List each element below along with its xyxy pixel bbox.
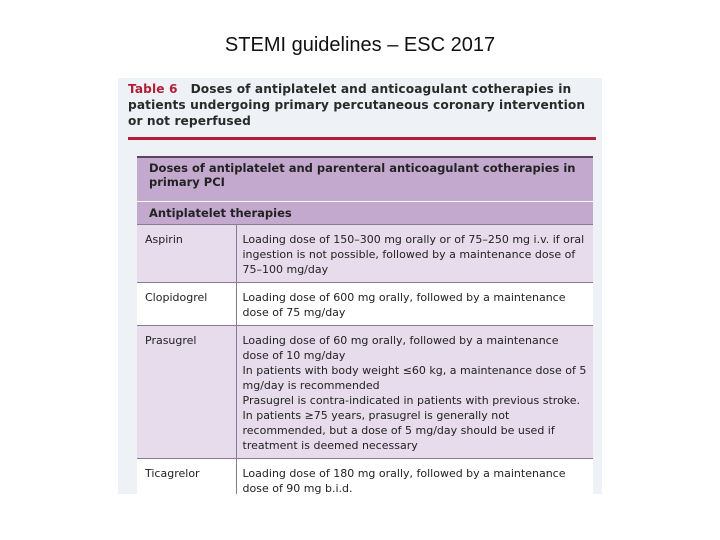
dose-line: Prasugrel is contra-indicated in patients with previous stroke. In patients ≥75 years, prasugrel is generally not recommended, but a dose of 5 mg/day should be used if treatment is deemed necessary bbox=[242, 394, 581, 452]
dosing-table bbox=[137, 156, 593, 494]
drug-name: Aspirin bbox=[137, 225, 236, 283]
dose-text bbox=[236, 225, 593, 283]
dose-text bbox=[236, 283, 593, 326]
caption-divider bbox=[128, 137, 596, 140]
table-caption-text: Doses of antiplatelet and anticoagulant cotherapies in patients undergoing primary percutaneous coronary intervention or not reperfused bbox=[128, 82, 586, 128]
table-subheader-row bbox=[137, 202, 593, 225]
dose-line: Loading dose of 150–300 mg orally or of 75–250 mg i.v. if oral ingestion is not possible, followed by a maintenance dose of 75–100 mg/day bbox=[242, 233, 585, 276]
dose-line: Loading dose of 60 mg orally, followed by a maintenance dose of 10 mg/day bbox=[242, 334, 559, 362]
drug-name: Ticagrelor bbox=[137, 459, 236, 495]
table-header-row bbox=[137, 157, 593, 202]
dose-line: In patients with body weight ≤60 kg, a maintenance dose of 5 mg/day is recommended bbox=[242, 364, 587, 392]
dose-line: Loading dose of 600 mg orally, followed by a maintenance dose of 75 mg/day bbox=[242, 291, 566, 319]
table-row bbox=[137, 326, 593, 459]
slide-title: STEMI guidelines – ESC 2017 bbox=[224, 34, 496, 56]
table-caption-label: Table 6 bbox=[128, 82, 178, 96]
table-header: Doses of antiplatelet and parenteral anticoagulant cotherapies in primary PCI bbox=[137, 157, 593, 202]
table-caption bbox=[128, 81, 598, 129]
document-image bbox=[118, 78, 602, 494]
drug-name: Prasugrel bbox=[137, 326, 236, 459]
dose-line: Loading dose of 180 mg orally, followed by a maintenance dose of 90 mg b.i.d. bbox=[242, 467, 566, 494]
drug-name: Clopidogrel bbox=[137, 283, 236, 326]
table-row bbox=[137, 225, 593, 283]
dose-text bbox=[236, 326, 593, 459]
table-subheader: Antiplatelet therapies bbox=[137, 202, 593, 225]
table-row bbox=[137, 459, 593, 495]
table-row bbox=[137, 283, 593, 326]
dose-text bbox=[236, 459, 593, 495]
